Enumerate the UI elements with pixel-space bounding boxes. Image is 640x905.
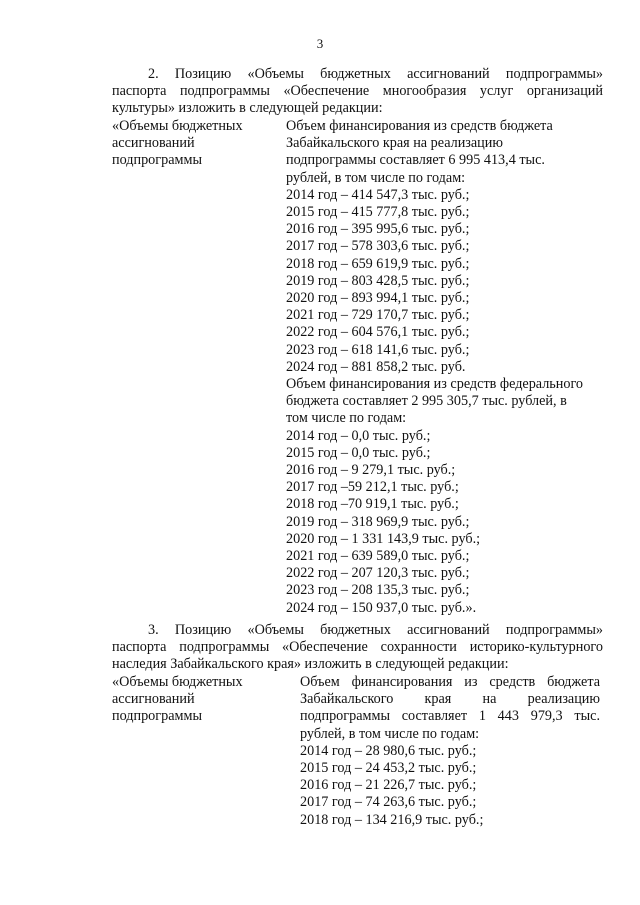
paragraph-2-line: культуры» изложить в следующей редакции: [112,100,383,117]
block-1-line: бюджета составляет 2 995 305,7 тыс. рублей, в [286,393,567,410]
block-2-line: 2015 год – 24 453,2 тыс. руб.; [300,760,477,777]
block-2-line: 2014 год – 28 980,6 тыс. руб.; [300,742,477,759]
block-1-label-line: ассигнований [112,135,195,152]
page-number: 3 [316,36,324,51]
block-2-label-line: подпрограммы [112,708,202,725]
paragraph-2-line: 2. Позицию «Объемы бюджетных ассигнований подпрограммы» [148,66,603,82]
block-1-label [112,118,282,170]
block-1-line: Забайкальского края на реализацию [286,135,503,152]
block-1-line: 2022 год – 604 576,1 тыс. руб.; [286,324,470,341]
block-1-line: 2020 год – 893 994,1 тыс. руб.; [286,290,470,307]
block-1-line: рублей, в том числе по годам: [286,169,466,186]
paragraph-2-line: паспорта подпрограммы «Обеспечение многообразия услуг организаций [112,83,603,100]
block-1-label-line: «Объемы бюджетных [112,118,243,134]
block-2-content [300,674,600,829]
block-1-line: подпрограммы составляет 6 995 413,4 тыс. [286,152,545,169]
block-1-line: 2021 год – 729 170,7 тыс. руб.; [286,307,470,324]
block-1-line: Объем финансирования из средств федерального [286,376,584,393]
block-2-line: 2016 год – 21 226,7 тыс. руб.; [300,777,477,794]
block-1-line: 2020 год – 1 331 143,9 тыс. руб.; [286,530,481,547]
block-2-label-line: ассигнований [112,691,195,708]
paragraph-2 [112,66,603,118]
block-2-line: 2017 год – 74 263,6 тыс. руб.; [300,794,477,811]
block-1-line: 2024 год – 881 858,2 тыс. руб. [286,358,466,375]
block-1-line: 2019 год – 318 969,9 тыс. руб.; [286,513,470,530]
block-1-line: 2016 год – 9 279,1 тыс. руб.; [286,462,456,479]
paragraph-3-line: 3. Позицию «Объемы бюджетных ассигнований подпрограммы» [148,622,603,638]
block-2-line: Забайкальского края на реализацию [300,691,600,708]
block-1-line: том числе по годам: [286,410,407,427]
block-1-line: 2021 год – 639 589,0 тыс. руб.; [286,548,470,565]
block-1-label-line: подпрограммы [112,152,202,169]
block-1-line: 2017 год – 578 303,6 тыс. руб.; [286,238,470,255]
block-2-line: 2018 год – 134 216,9 тыс. руб.; [300,811,484,828]
paragraph-3 [112,622,603,674]
block-1-line: 2024 год – 150 937,0 тыс. руб.». [286,599,477,616]
block-1-line: 2023 год – 208 135,3 тыс. руб.; [286,582,470,599]
block-2-label [112,674,282,726]
paragraph-3-line: паспорта подпрограммы «Обеспечение сохранности историко-культурного [112,639,603,656]
block-2-label-line: «Объемы бюджетных [112,674,243,690]
paragraph-3-line: наследия Забайкальского края» изложить в следующей редакции: [112,656,509,673]
block-2-line: рублей, в том числе по годам: [300,725,480,742]
block-1-line: 2018 год –70 919,1 тыс. руб.; [286,496,459,513]
block-1-line: 2022 год – 207 120,3 тыс. руб.; [286,565,470,582]
block-1-line: 2023 год – 618 141,6 тыс. руб.; [286,341,470,358]
block-1-line: 2018 год – 659 619,9 тыс. руб.; [286,255,470,272]
block-2-line: подпрограммы составляет 1 443 979,3 тыс. [300,708,600,725]
block-1-line: 2016 год – 395 995,6 тыс. руб.; [286,221,470,238]
block-1-line: 2015 год – 0,0 тыс. руб.; [286,444,431,461]
block-1-content [286,118,596,617]
block-1-line: Объем финансирования из средств бюджета [286,118,553,134]
block-1-line: 2014 год – 0,0 тыс. руб.; [286,427,431,444]
block-1-line: 2014 год – 414 547,3 тыс. руб.; [286,186,470,203]
block-1-line: 2019 год – 803 428,5 тыс. руб.; [286,272,470,289]
block-1-line: 2015 год – 415 777,8 тыс. руб.; [286,204,470,221]
block-2-line: Объем финансирования из средств бюджета [300,674,600,690]
block-1-line: 2017 год –59 212,1 тыс. руб.; [286,479,459,496]
